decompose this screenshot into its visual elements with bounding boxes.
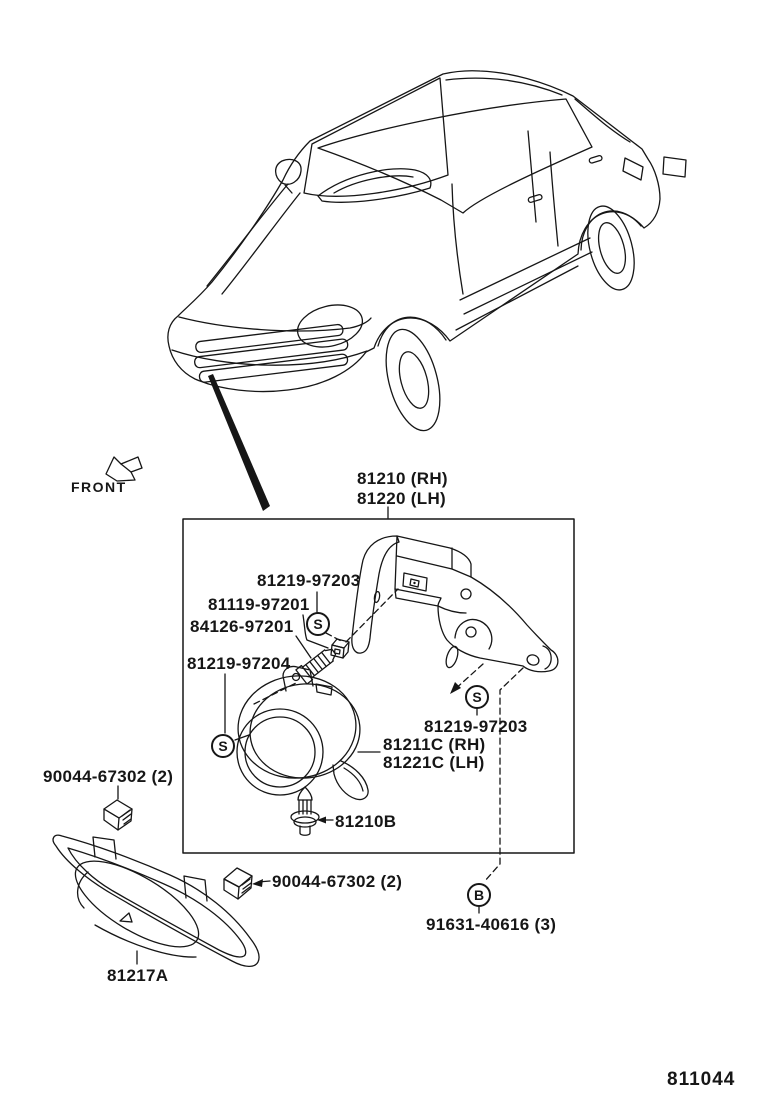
fastener-marker-s1: S [306,612,330,636]
bumper-callout-line [208,374,270,511]
part-label-81211c-rh: 81211C (RH) [383,735,486,754]
part-label-81217a: 81217A [107,966,169,985]
car-illustration [168,71,686,437]
fastener-marker-s3: S [465,685,489,709]
rear-wheel [580,201,643,295]
detail-box-frame [183,519,574,853]
part-label-90044-lower: 90044-67302 (2) [272,872,403,891]
part-label-81210b: 81210B [335,812,397,831]
fastener-marker-b: B [467,883,491,907]
part-label-81219-97203-lower: 81219-97203 [424,717,528,736]
cover-81217a-part [53,835,259,966]
tail-lamp [623,158,643,180]
part-label-81219-97204: 81219-97204 [187,654,291,673]
part-label-81221c-lh: 81221C (LH) [383,753,485,772]
fog-lamp-unit-part [233,666,368,799]
part-label-81119-97201: 81119-97201 [208,595,310,614]
side-mirror [276,159,301,184]
bulb-81210b-part [291,787,319,835]
part-label-81210-rh: 81210 (RH) [357,469,448,488]
front-direction-label: FRONT [71,479,127,495]
grille [192,324,350,383]
part-label-81219-97203-upper: 81219-97203 [257,571,361,590]
clip-90044-lower-part [224,868,252,899]
front-wheel [376,324,449,437]
part-label-81220-lh: 81220 (LH) [357,489,446,508]
part-label-90044-upper: 90044-67302 (2) [43,767,174,786]
part-label-91631-40616: 91631-40616 (3) [426,915,557,934]
page-code: 811044 [667,1069,736,1090]
fastener-marker-s2: S [211,734,235,758]
clip-90044-upper-part [104,800,132,830]
front-direction-arrow-icon [106,457,142,481]
part-label-84126-97201: 84126-97201 [190,617,294,636]
